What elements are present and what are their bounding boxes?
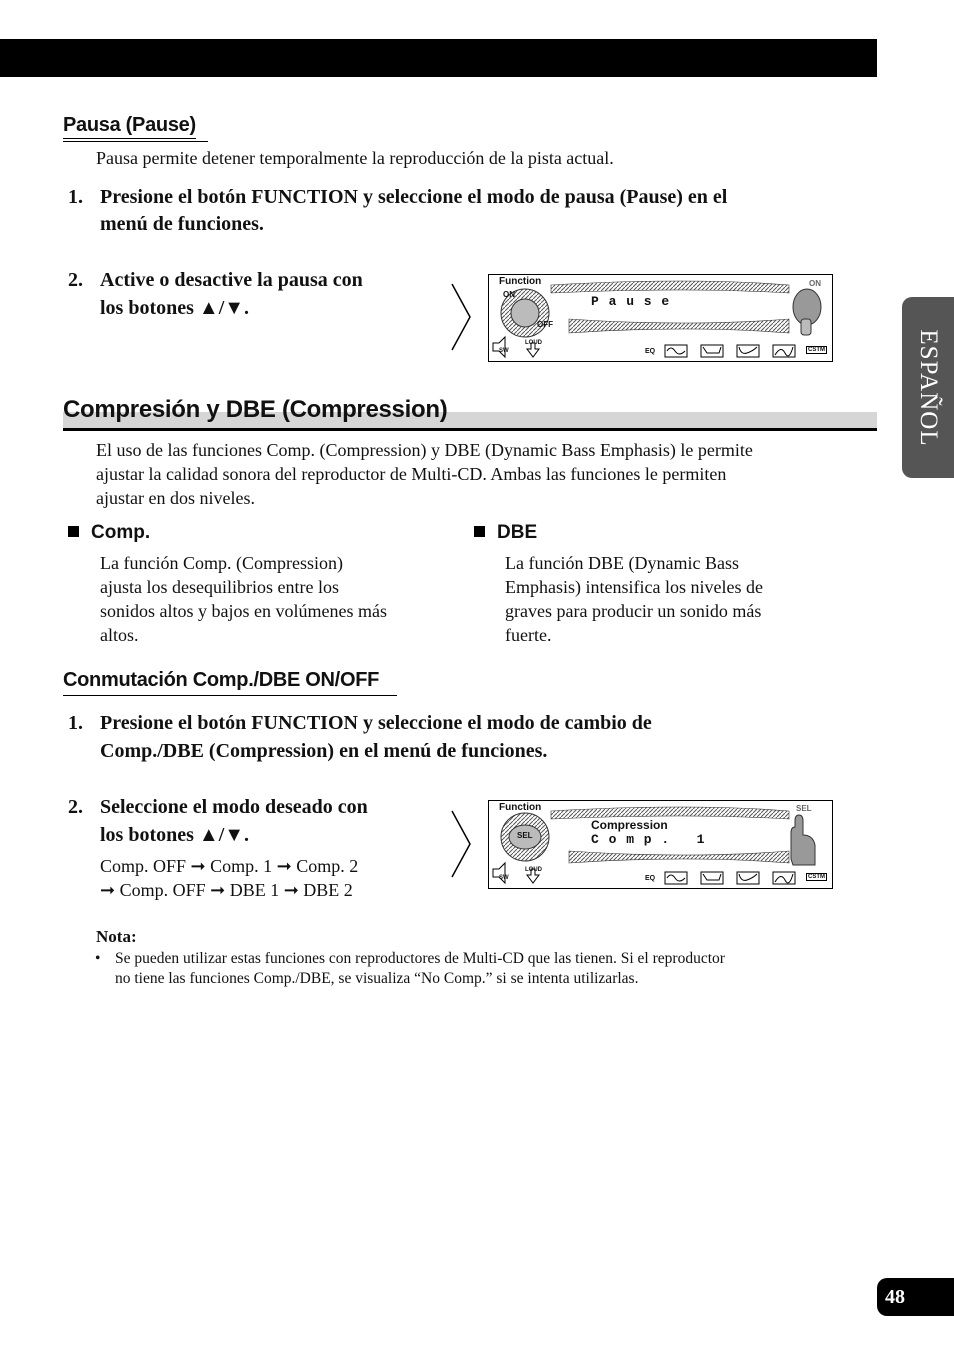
step-text: los botones ▲/▼. (100, 824, 250, 846)
header-bar (0, 39, 877, 77)
switching-step-1 (68, 709, 868, 769)
section-title-pause: Pausa (Pause) (63, 114, 196, 139)
step-number: 1. (68, 712, 83, 734)
dbe-line: La función DBE (Dynamic Bass (505, 553, 739, 573)
note-bullet-icon: • (95, 950, 101, 967)
step-text: Comp./DBE (Compression) en el menú de funciones. (100, 740, 548, 762)
display-on-label: ON (503, 290, 515, 299)
title-underline (63, 141, 208, 142)
note-text (115, 949, 855, 989)
comp-line: altos. (100, 625, 139, 645)
step-text: Seleccione el modo deseado con (100, 796, 368, 818)
display-cstm-label: CSTM (808, 347, 825, 353)
language-tab-label: ESPAÑOL (915, 328, 942, 447)
display-graphics (489, 275, 832, 361)
sequence-line: Comp. OFF ➞ Comp. 1 ➞ Comp. 2 (100, 856, 359, 876)
compression-intro (96, 438, 753, 510)
step-text: los botones ▲/▼. (100, 297, 250, 319)
step-number: 1. (68, 186, 83, 208)
display-eq-label: EQ (645, 875, 656, 882)
display-sw-label: SW (499, 348, 509, 354)
display-sw-label: SW (499, 875, 509, 881)
pause-step-1 (68, 183, 868, 243)
display-off-label: OFF (537, 320, 553, 329)
section-title-switching: Conmutación Comp./DBE ON/OFF (63, 669, 380, 691)
note-line: no tiene las funciones Comp./DBE, se visualiza “No Comp.” si se intenta utilizarlas. (115, 970, 639, 987)
switching-step-2 (68, 793, 448, 853)
sequence-line: ➞ Comp. OFF ➞ DBE 1 ➞ DBE 2 (100, 880, 353, 900)
comp-line: ajusta los desequilibrios entre los (100, 577, 339, 597)
note-line: Se pueden utilizar estas funciones con reproductores de Multi-CD que las tienen. Si el reproductor (115, 950, 725, 967)
comp-line: La función Comp. (Compression) (100, 553, 343, 573)
pause-step-2 (68, 266, 448, 326)
dbe-heading (474, 522, 537, 544)
square-bullet-icon (474, 526, 485, 537)
display-corner-label: SEL (796, 804, 812, 813)
dbe-line: fuerte. (505, 625, 552, 645)
intro-line: El uso de las funciones Comp. (Compression) y DBE (Dynamic Bass Emphasis) le permite (96, 440, 753, 460)
dbe-line: graves para producir un sonido más (505, 601, 762, 621)
section-title-compression (63, 394, 877, 431)
step-text: Active o desactive la pausa con (100, 269, 363, 291)
page-number: 48 (877, 1278, 954, 1316)
step-text: menú de funciones. (100, 213, 264, 235)
square-bullet-icon (68, 526, 79, 537)
display-function-label: Function (499, 276, 542, 287)
pointer-arrow-icon (450, 282, 474, 352)
comp-heading (68, 522, 150, 544)
pause-intro: Pausa permite detener temporalmente la reproducción de la pista actual. (96, 148, 614, 168)
comp-description (100, 551, 387, 647)
title-underline (63, 695, 397, 696)
step-text: Presione el botón FUNCTION y seleccione el modo de pausa (Pause) en el (100, 186, 728, 208)
display-eq-label: EQ (645, 348, 656, 355)
display-loud-label: LOUD (525, 867, 542, 873)
comp-display (488, 800, 833, 889)
pause-display (488, 274, 833, 362)
intro-line: ajustar en dos niveles. (96, 488, 255, 508)
note-label: Nota: (96, 927, 137, 946)
mode-sequence (100, 854, 358, 902)
step-number: 2. (68, 269, 83, 291)
comp-line: sonidos altos y bajos en volúmenes más (100, 601, 387, 621)
intro-line: ajustar la calidad sonora del reproductor de Multi-CD. Ambas las funciones le permiten (96, 464, 727, 484)
dbe-description (505, 551, 763, 647)
display-main-text: P a u s e (591, 294, 671, 309)
comp-heading-text: Comp. (91, 522, 151, 543)
display-sel-label: SEL (517, 831, 533, 840)
dbe-line: Emphasis) intensifica los niveles de (505, 577, 763, 597)
display-corner-label: ON (809, 279, 821, 288)
display-line-2: C o m p . 1 (591, 832, 706, 847)
display-cstm-label: CSTM (808, 874, 825, 880)
display-line-1: Compression (591, 818, 668, 832)
dbe-heading-text: DBE (497, 522, 538, 543)
step-number: 2. (68, 796, 83, 818)
section-title-text: Compresión y DBE (Compression) (63, 396, 448, 423)
pointer-arrow-icon (450, 809, 474, 879)
step-text: Presione el botón FUNCTION y seleccione el modo de cambio de (100, 712, 652, 734)
display-loud-label: LOUD (525, 340, 542, 346)
display-function-label: Function (499, 802, 542, 813)
language-tab (902, 297, 954, 478)
